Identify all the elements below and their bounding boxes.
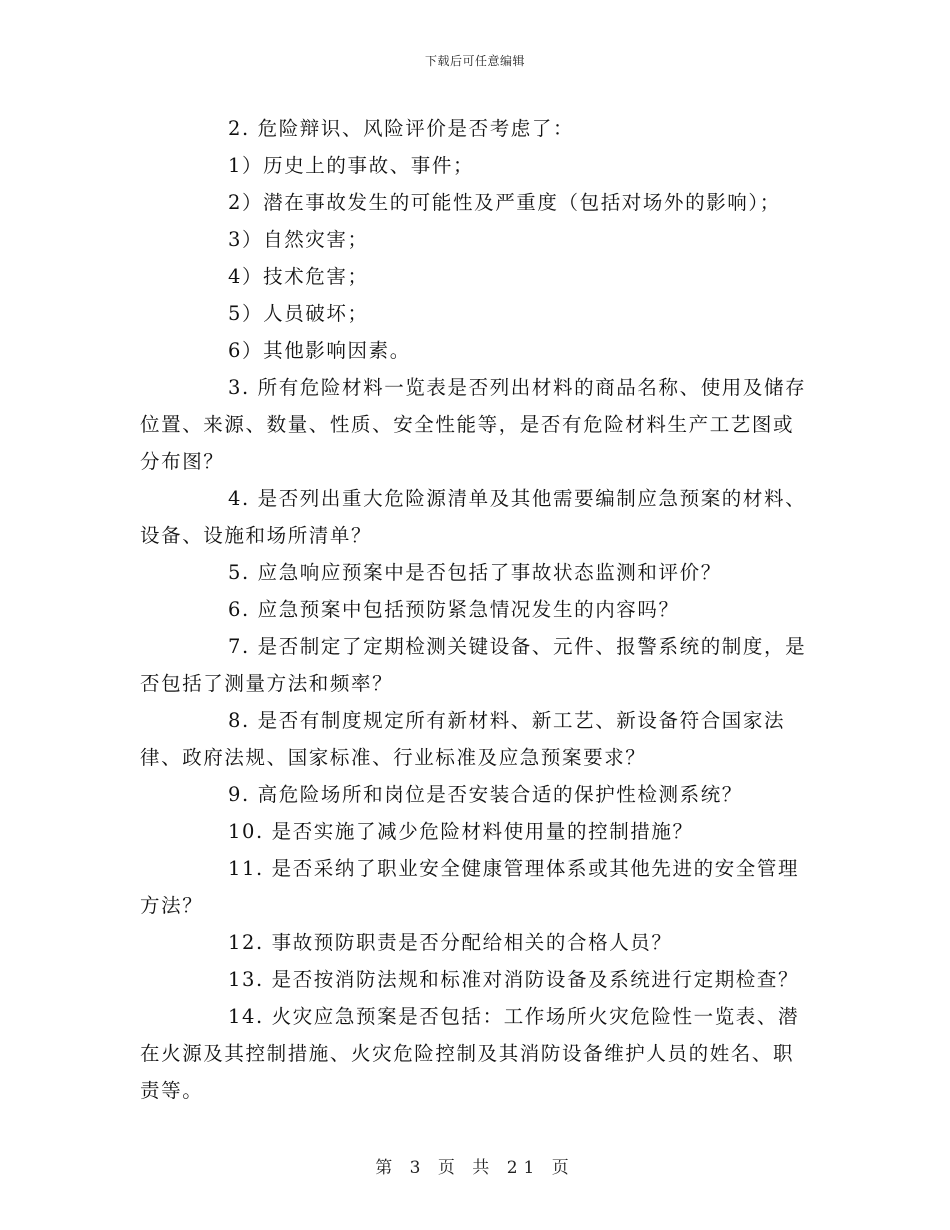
checklist-item-3: 3. 所有危险材料一览表是否列出材料的商品名称、使用及储存位置、来源、数量、性质、安全性能等，是否有危险材料生产工艺图或分布图？ [140, 376, 807, 473]
sub-item-4: 4）技术危害； [228, 265, 369, 288]
checklist-item-8: 8. 是否有制度规定所有新材料、新工艺、新设备符合国家法律、政府法规、国家标准、行业标准及应急预案要求？ [140, 709, 786, 769]
checklist-item-5: 5. 应急响应预案中是否包括了事故状态监测和评价？ [228, 561, 722, 584]
checklist-item-12: 12. 事故预防职责是否分配给相关的合格人员？ [228, 931, 673, 954]
checklist-item-6: 6. 应急预案中包括预防紧急情况发生的内容吗？ [228, 598, 680, 621]
document-body [140, 110, 812, 1109]
checklist-item-2: 2. 危险辩识、风险评价是否考虑了： [228, 117, 575, 140]
sub-item-5: 5）人员破坏； [228, 302, 369, 325]
sub-item-6: 6）其他影响因素。 [228, 339, 411, 362]
checklist-item-10: 10. 是否实施了减少危险材料使用量的控制措施？ [228, 820, 694, 843]
sub-item-2: 2）潜在事故发生的可能性及严重度（包括对场外的影响）； [228, 191, 781, 214]
checklist-item-14: 14. 火灾应急预案是否包括：工作场所火灾危险性一览表、潜在火源及其控制措施、火灾危险控制及其消防设备维护人员的姓名、职责等。 [140, 1005, 800, 1102]
checklist-item-9: 9. 高危险场所和岗位是否安装合适的保护性检测系统？ [228, 783, 743, 806]
sub-item-3: 3）自然灾害； [228, 228, 369, 251]
page-header: 下载后可任意编辑 [424, 54, 525, 68]
checklist-item-4: 4. 是否列出重大危险源清单及其他需要编制应急预案的材料、设备、设施和场所清单？ [140, 487, 807, 547]
sub-item-1: 1）历史上的事故、事件； [228, 154, 475, 177]
checklist-item-13: 13. 是否按消防法规和标准对消防设备及系统进行定期检查？ [228, 968, 800, 991]
checklist-item-7: 7. 是否制定了定期检测关键设备、元件、报警系统的制度，是否包括了测量方法和频率？ [140, 635, 807, 695]
checklist-item-11: 11. 是否采纳了职业安全健康管理体系或其他先进的安全管理方法？ [140, 857, 800, 917]
page-footer: 第 3 页 共 21 页 [375, 1158, 575, 1178]
